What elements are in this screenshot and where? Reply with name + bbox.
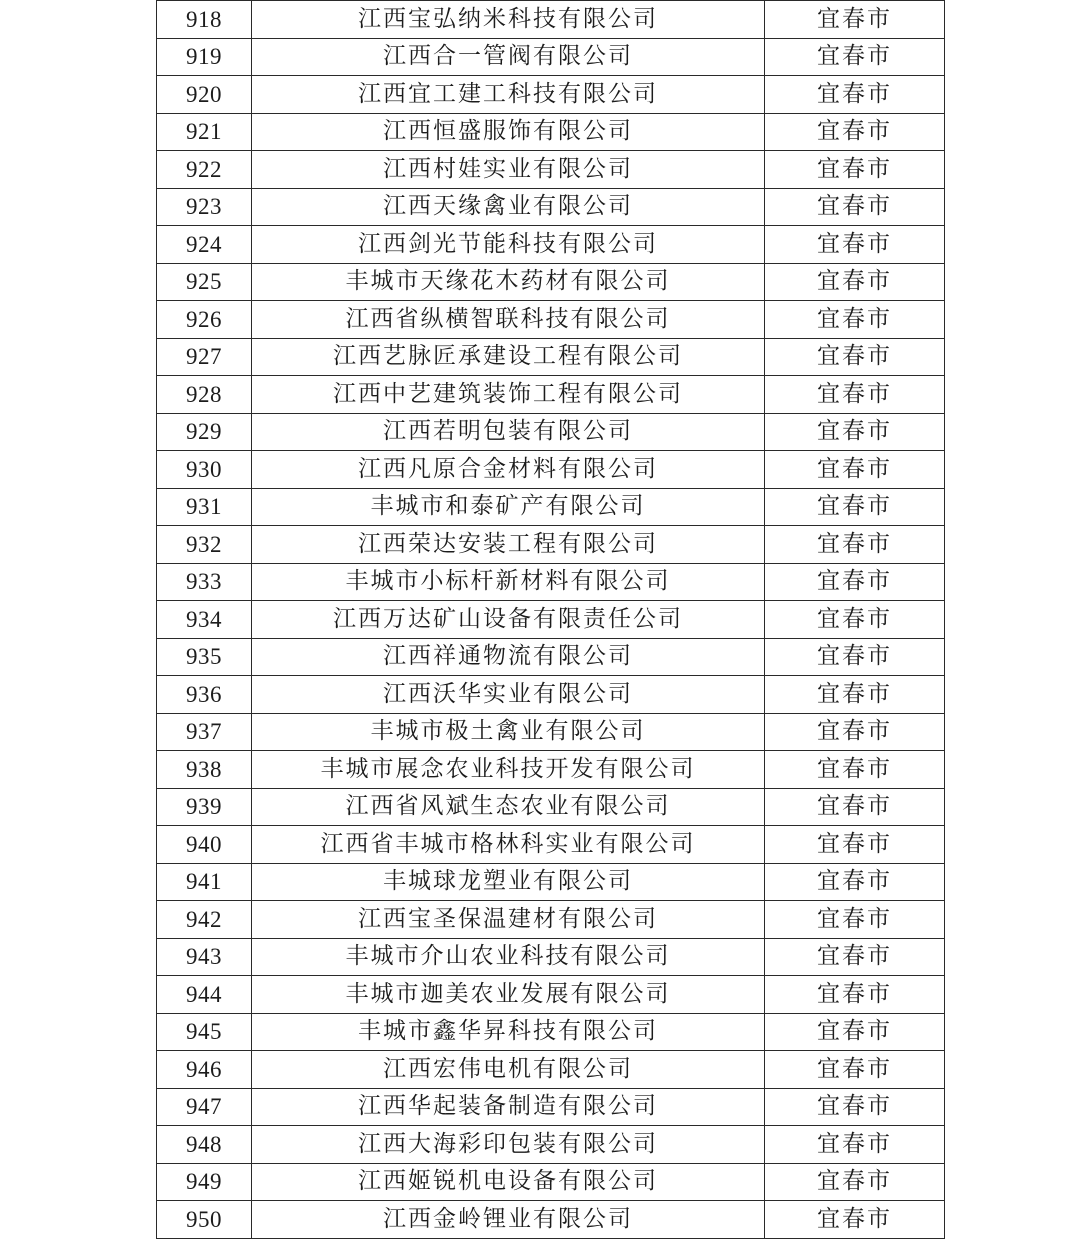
city-name: 宜春市 (765, 938, 945, 976)
city-name: 宜春市 (765, 1, 945, 39)
row-number: 920 (157, 76, 252, 114)
row-number: 926 (157, 301, 252, 339)
table-row (157, 263, 945, 301)
row-number: 919 (157, 38, 252, 76)
table-row (157, 638, 945, 676)
table-row (157, 601, 945, 639)
table-row (157, 413, 945, 451)
company-name: 江西宜工建工科技有限公司 (252, 76, 765, 114)
row-number: 928 (157, 376, 252, 414)
row-number: 937 (157, 713, 252, 751)
row-number: 921 (157, 113, 252, 151)
row-number: 950 (157, 1201, 252, 1239)
row-number: 918 (157, 1, 252, 39)
row-number: 927 (157, 338, 252, 376)
city-name: 宜春市 (765, 1013, 945, 1051)
row-number: 924 (157, 226, 252, 264)
city-name: 宜春市 (765, 788, 945, 826)
table-row (157, 526, 945, 564)
company-list-body (157, 1, 945, 1239)
row-number: 946 (157, 1051, 252, 1089)
row-number: 932 (157, 526, 252, 564)
table-row (157, 676, 945, 714)
city-name: 宜春市 (765, 638, 945, 676)
row-number: 945 (157, 1013, 252, 1051)
city-name: 宜春市 (765, 1163, 945, 1201)
row-number: 933 (157, 563, 252, 601)
company-name: 江西省风斌生态农业有限公司 (252, 788, 765, 826)
table-row (157, 976, 945, 1014)
city-name: 宜春市 (765, 263, 945, 301)
city-name: 宜春市 (765, 976, 945, 1014)
city-name: 宜春市 (765, 1051, 945, 1089)
row-number: 943 (157, 938, 252, 976)
row-number: 947 (157, 1088, 252, 1126)
table-row (157, 226, 945, 264)
table-row (157, 38, 945, 76)
city-name: 宜春市 (765, 451, 945, 489)
company-name: 江西天缘禽业有限公司 (252, 188, 765, 226)
table-row (157, 376, 945, 414)
company-name: 江西若明包装有限公司 (252, 413, 765, 451)
row-number: 923 (157, 188, 252, 226)
row-number: 940 (157, 826, 252, 864)
city-name: 宜春市 (765, 488, 945, 526)
table-row (157, 938, 945, 976)
company-name: 江西祥通物流有限公司 (252, 638, 765, 676)
company-name: 江西宝圣保温建材有限公司 (252, 901, 765, 939)
company-name: 江西中艺建筑装饰工程有限公司 (252, 376, 765, 414)
company-name: 江西金岭锂业有限公司 (252, 1201, 765, 1239)
row-number: 931 (157, 488, 252, 526)
company-name: 江西宏伟电机有限公司 (252, 1051, 765, 1089)
city-name: 宜春市 (765, 1126, 945, 1164)
table-row (157, 451, 945, 489)
row-number: 942 (157, 901, 252, 939)
city-name: 宜春市 (765, 601, 945, 639)
table-row (157, 151, 945, 189)
company-name: 丰城市小标杆新材料有限公司 (252, 563, 765, 601)
city-name: 宜春市 (765, 863, 945, 901)
city-name: 宜春市 (765, 338, 945, 376)
row-number: 930 (157, 451, 252, 489)
row-number: 922 (157, 151, 252, 189)
table-row (157, 1163, 945, 1201)
company-name: 江西恒盛服饰有限公司 (252, 113, 765, 151)
company-name: 丰城市天缘花木药材有限公司 (252, 263, 765, 301)
company-name: 江西合一管阀有限公司 (252, 38, 765, 76)
company-name: 江西剑光节能科技有限公司 (252, 226, 765, 264)
company-name: 江西艺脉匠承建设工程有限公司 (252, 338, 765, 376)
row-number: 948 (157, 1126, 252, 1164)
table-row (157, 826, 945, 864)
city-name: 宜春市 (765, 301, 945, 339)
table-row (157, 863, 945, 901)
row-number: 941 (157, 863, 252, 901)
table-row (157, 901, 945, 939)
company-name: 江西万达矿山设备有限责任公司 (252, 601, 765, 639)
company-name: 丰城球龙塑业有限公司 (252, 863, 765, 901)
city-name: 宜春市 (765, 901, 945, 939)
city-name: 宜春市 (765, 113, 945, 151)
row-number: 935 (157, 638, 252, 676)
company-name: 江西荣达安装工程有限公司 (252, 526, 765, 564)
row-number: 938 (157, 751, 252, 789)
company-name: 江西大海彩印包装有限公司 (252, 1126, 765, 1164)
row-number: 929 (157, 413, 252, 451)
table-row (157, 1088, 945, 1126)
city-name: 宜春市 (765, 526, 945, 564)
company-name: 江西沃华实业有限公司 (252, 676, 765, 714)
table-row (157, 338, 945, 376)
city-name: 宜春市 (765, 751, 945, 789)
row-number: 934 (157, 601, 252, 639)
table-row (157, 488, 945, 526)
table-row (157, 713, 945, 751)
company-name: 丰城市迦美农业发展有限公司 (252, 976, 765, 1014)
city-name: 宜春市 (765, 376, 945, 414)
row-number: 936 (157, 676, 252, 714)
company-name: 江西省丰城市格林科实业有限公司 (252, 826, 765, 864)
row-number: 939 (157, 788, 252, 826)
company-list-table (156, 0, 945, 1239)
row-number: 944 (157, 976, 252, 1014)
table-row (157, 188, 945, 226)
company-name: 江西凡原合金材料有限公司 (252, 451, 765, 489)
table-row (157, 563, 945, 601)
company-name: 江西村娃实业有限公司 (252, 151, 765, 189)
table-row (157, 1126, 945, 1164)
table-row (157, 1051, 945, 1089)
company-name: 江西宝弘纳米科技有限公司 (252, 1, 765, 39)
table-row (157, 1, 945, 39)
city-name: 宜春市 (765, 713, 945, 751)
company-name: 江西省纵横智联科技有限公司 (252, 301, 765, 339)
table-row (157, 301, 945, 339)
company-name: 江西姬锐机电设备有限公司 (252, 1163, 765, 1201)
company-name: 丰城市鑫华昇科技有限公司 (252, 1013, 765, 1051)
city-name: 宜春市 (765, 413, 945, 451)
company-name: 江西华起装备制造有限公司 (252, 1088, 765, 1126)
company-name: 丰城市展念农业科技开发有限公司 (252, 751, 765, 789)
table-row (157, 1201, 945, 1239)
row-number: 949 (157, 1163, 252, 1201)
company-name: 丰城市介山农业科技有限公司 (252, 938, 765, 976)
city-name: 宜春市 (765, 188, 945, 226)
city-name: 宜春市 (765, 826, 945, 864)
city-name: 宜春市 (765, 1201, 945, 1239)
city-name: 宜春市 (765, 76, 945, 114)
city-name: 宜春市 (765, 226, 945, 264)
company-name: 丰城市极土禽业有限公司 (252, 713, 765, 751)
row-number: 925 (157, 263, 252, 301)
city-name: 宜春市 (765, 676, 945, 714)
city-name: 宜春市 (765, 151, 945, 189)
table-row (157, 113, 945, 151)
table-row (157, 1013, 945, 1051)
table-row (157, 76, 945, 114)
city-name: 宜春市 (765, 563, 945, 601)
company-name: 丰城市和泰矿产有限公司 (252, 488, 765, 526)
table-row (157, 788, 945, 826)
table-row (157, 751, 945, 789)
city-name: 宜春市 (765, 38, 945, 76)
city-name: 宜春市 (765, 1088, 945, 1126)
